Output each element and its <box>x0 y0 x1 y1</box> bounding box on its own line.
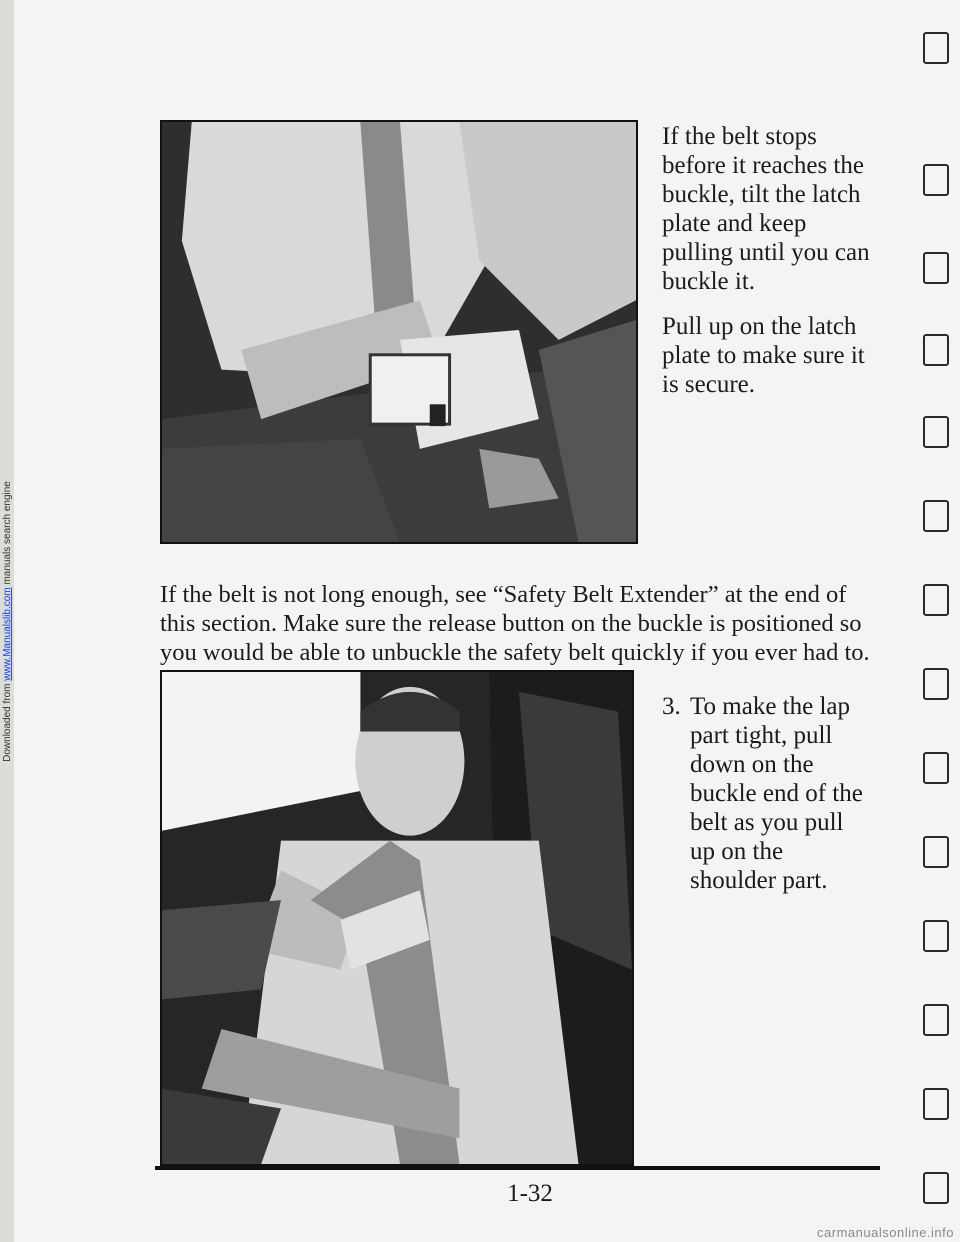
illustration-buckling-latch-plate <box>160 120 638 544</box>
section-tab-marker <box>923 416 949 448</box>
footer-watermark: carmanualsonline.info <box>817 1225 954 1240</box>
section-tab-marker <box>923 836 949 868</box>
section-tab-marker <box>923 584 949 616</box>
step-3 <box>662 692 872 895</box>
manualslib-link[interactable]: www.Manualslib.com <box>1 586 13 681</box>
section-tab-marker <box>923 1172 949 1204</box>
illustration-tightening-lap-belt <box>160 670 634 1166</box>
section-tab-marker <box>923 1088 949 1120</box>
step-3-text: To make the lap part tight, pull down on the buckle end of the belt as you pull up on the shoulder part. <box>690 693 863 894</box>
section-tab-marker <box>923 252 949 284</box>
download-note: Downloaded from www.Manualslib.com manuals search engine <box>1 480 13 762</box>
section-tab-marker <box>923 752 949 784</box>
latch-tilt-instruction: If the belt stops before it reaches the buckle, tilt the latch plate and keep pulling until you can buckle it. <box>662 123 870 295</box>
belt-extender-paragraph: If the belt is not long enough, see “Safety Belt Extender” at the end of this section. Make sure the release button on the buckle is positioned so you would be able to unbuckle the safety belt quickly if you ever had to. <box>160 581 870 666</box>
step-number: 3. <box>662 693 681 720</box>
section-tab-marker <box>923 32 949 64</box>
footer-rule <box>155 1166 880 1170</box>
section-tab-marker <box>923 920 949 952</box>
section-tab-marker <box>923 334 949 366</box>
section-tabs <box>915 0 955 1242</box>
page-number: 1-32 <box>507 1180 553 1207</box>
section-tab-marker <box>923 668 949 700</box>
section-tab-marker <box>923 1004 949 1036</box>
latch-secure-instruction: Pull up on the latch plate to make sure it is secure. <box>662 313 865 398</box>
section-tab-marker <box>923 164 949 196</box>
section-tab-marker <box>923 500 949 532</box>
